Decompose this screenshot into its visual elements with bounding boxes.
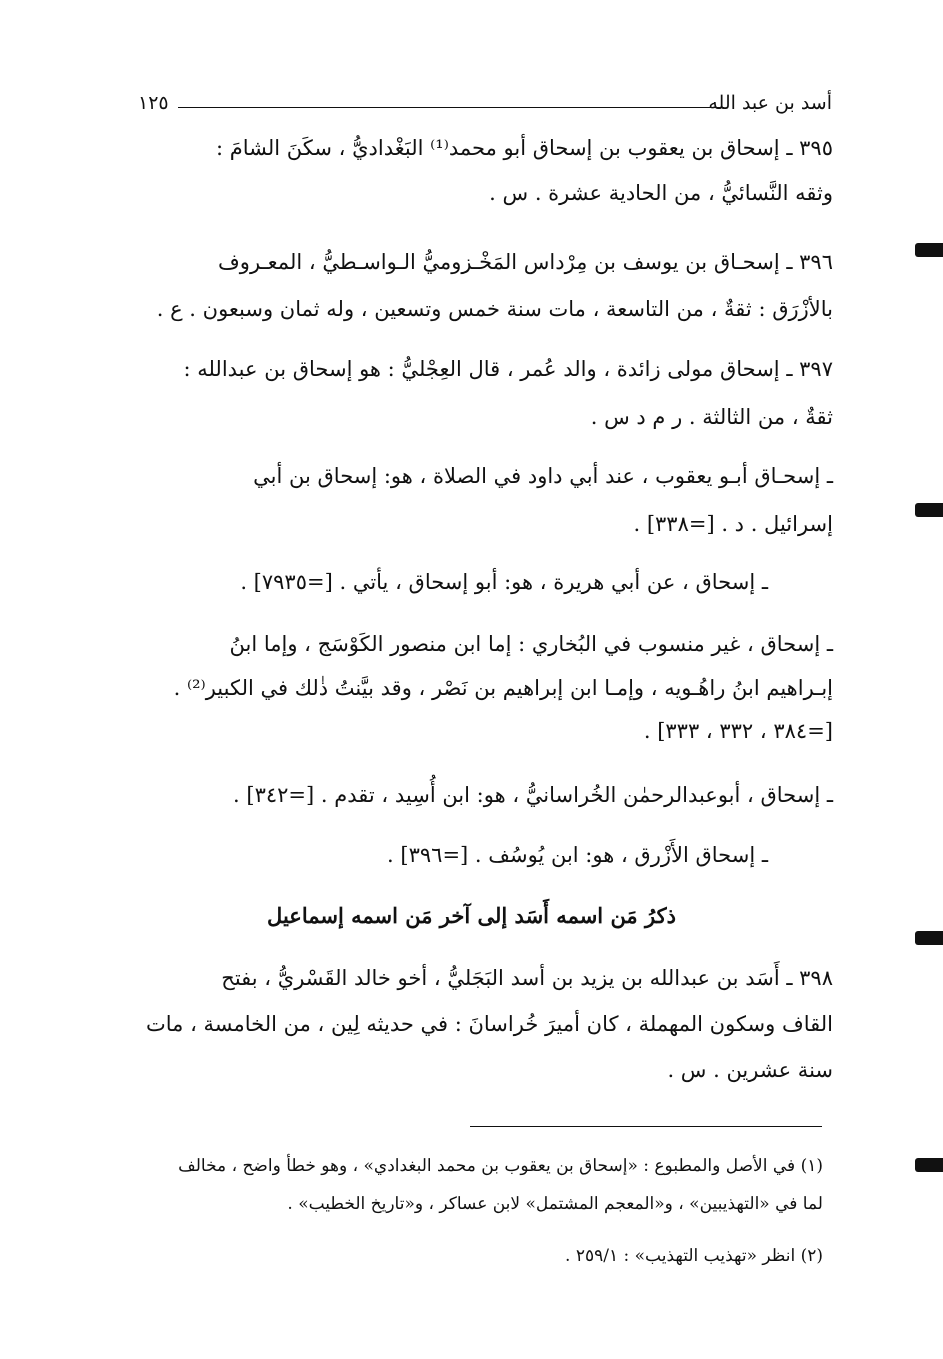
entry-397-line-2: ثقةٌ ، من الثالثة . ر م د س . — [590, 405, 833, 429]
note-3-line-1: ـ إسحاق ، غير منسوب في البُخاري : إما ابن منصور الكَوْسَج ، وإما ابنُ — [229, 632, 833, 656]
footnote-1-line-1: (١) في الأصل والمطبوع : «إسحاق بن يعقوب بن محمد البغدادي» ، وهو خطأ واضح ، مخالف — [178, 1156, 823, 1176]
entry-395-line-1: ٣٩٥ ـ إسحاق بن يعقوب بن إسحاق أبو محمد⁽¹⁾ البَغْداديُّ ، سكَنَ الشامَ : — [216, 136, 833, 160]
note-1-line-2: إسرائيل . د . [=٣٣٨] . — [633, 512, 833, 536]
footnote-rule — [470, 1126, 822, 1127]
note-3-line-2: إبـراهيم ابنُ راهُـويه ، وإمـا ابن إبراهيم بن نَصْر ، وقد بيَّنتُ ذٰلك في الكبير⁽²⁾ . — [173, 676, 833, 700]
page-number: ١٢٥ — [138, 92, 169, 114]
footnote-1-line-2: لما في «التهذيبين» ، و«المعجم المشتمل» لابن عساكر ، و«تاريخ الخطيب» . — [287, 1194, 823, 1214]
entry-396-line-1: ٣٩٦ ـ إسحـاق بن يوسف بن مِرْداس المَخْـزوميُّ الـواسـطيُّ ، المعـروف — [218, 250, 833, 274]
footnote-2-line-1: (٢) انظر «تهذيب التهذيب» : ٢٥٩/١ . — [565, 1246, 823, 1266]
running-header — [138, 92, 832, 122]
note-5-line-1: ـ إسحاق الأَزْرق ، هو: ابن يُوسُف . [=٣٩٦] . — [387, 843, 768, 867]
entry-398-line-1: ٣٩٨ ـ أَسَد بن عبدالله بن يزيد بن أسد البَجَليُّ ، أخو خالد القَسْريُّ ، بفتح — [221, 966, 833, 990]
note-3-line-3: [=٣٨٤ ، ٣٣٢ ، ٣٣٣] . — [643, 719, 833, 743]
note-2-line-1: ـ إسحاق ، عن أبي هريرة ، هو: أبو إسحاق ، يأتي . [=٧٩٣٥] . — [240, 570, 768, 594]
margin-tab-mark — [915, 1158, 943, 1172]
entry-397-line-1: ٣٩٧ ـ إسحاق مولى زائدة ، والد عُمر ، قال العِجْليُّ : هو إسحاق بن عبدالله : — [183, 357, 833, 381]
entry-398-line-3: سنة عشرين . س . — [667, 1058, 833, 1082]
entry-395-line-2: وثقه النَّسائيُّ ، من الحادية عشرة . س . — [489, 181, 833, 205]
entry-398-line-2: القاف وسكون المهملة ، كان أميرَ خُراسانَ : في حديثه لِين ، من الخامسة ، مات — [145, 1012, 833, 1036]
note-4-line-1: ـ إسحاق ، أبوعبدالرحمٰن الخُراسانيُّ ، هو: ابن أُسِيد ، تقدم . [=٣٤٢] . — [233, 783, 833, 807]
section-heading: ذكرُ مَن اسمه أَسَد إلى آخر مَن اسمه إسماعيل — [267, 903, 676, 928]
margin-tab-mark — [915, 243, 943, 257]
entry-396-line-2: بالأزْرَق : ثقةٌ ، من التاسعة ، مات سنة خمس وتسعين ، وله ثمان وسبعون . ع . — [156, 297, 833, 321]
margin-tab-mark — [915, 503, 943, 517]
margin-tab-mark — [915, 931, 943, 945]
header-rule — [178, 107, 724, 108]
note-1-line-1: ـ إسحـاق أبـو يعقوب ، عند أبي داود في الصلاة ، هو: إسحاق بن أبي — [253, 464, 833, 488]
running-title: أسد بن عبد الله — [708, 92, 832, 114]
